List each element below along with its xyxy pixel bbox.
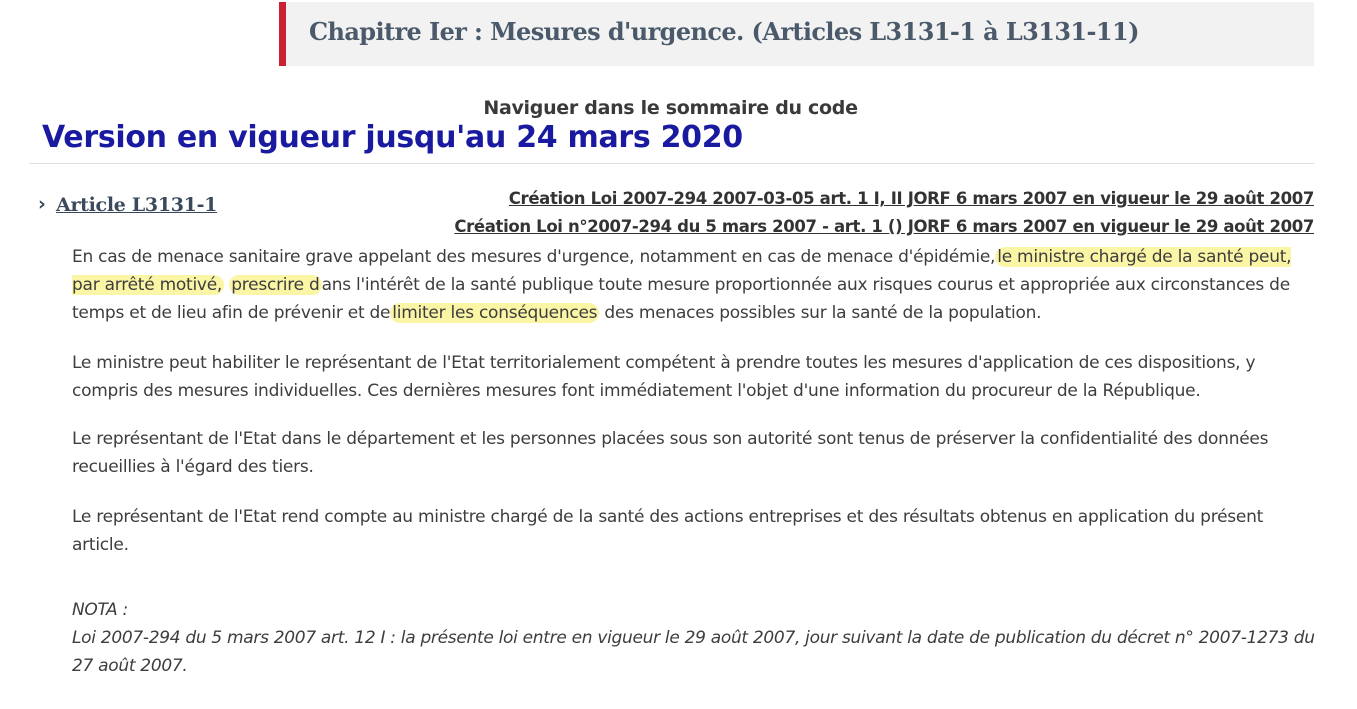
nota-block: [72, 596, 1322, 680]
chevron-right-icon[interactable]: ›: [38, 193, 46, 215]
version-annotation: Version en vigueur jusqu'au 24 mars 2020: [42, 120, 743, 155]
article-paragraph-1: [72, 243, 1322, 327]
section-divider: [29, 163, 1314, 164]
paragraph-text: Le représentant de l'Etat rend compte au ministre chargé de la santé des actions entreprises et des résultats obtenus en application du présent article.: [72, 507, 1264, 555]
article-paragraph-2: [72, 349, 1322, 405]
chapter-title: Chapitre Ier : Mesures d'urgence. (Articles L3131-1 à L3131-11): [309, 17, 1139, 46]
nota-label: NOTA :: [72, 600, 128, 620]
navigate-summary-button[interactable]: Naviguer dans le sommaire du code: [483, 97, 858, 119]
paragraph-text: Le ministre peut habiliter le représentant de l'Etat territorialement compétent à prendre toutes les mesures d'application de ces dispositions, y compris des mesures individuelles. Ces dernières mesures font immédiatement l'objet d'une information du procureur de la République.: [72, 353, 1256, 401]
highlighted-text: limiter les conséquences: [392, 303, 598, 323]
paragraph-text: Le représentant de l'Etat dans le département et les personnes placées sous son autorité sont tenus de préserver la confidentialité des données recueillies à l'égard des tiers.: [72, 429, 1269, 477]
highlighted-text: prescrire d: [231, 275, 320, 295]
highlighted-text: le ministre chargé de la santé peut, par arrêté motivé,: [72, 247, 1292, 295]
creation-link-1[interactable]: Création Loi 2007-294 2007-03-05 art. 1 I, II JORF 6 mars 2007 en vigueur le 29 août 2007: [508, 189, 1314, 208]
article-paragraph-3: [72, 425, 1322, 481]
paragraph-text: ans l'intérêt de la santé publique toute mesure proportionnée aux risques courus et appropriée aux circonstances de temps et de lieu afin de prévenir et de: [72, 275, 1290, 323]
chapter-banner: [279, 2, 1314, 66]
article-title-link[interactable]: Article L3131-1: [56, 194, 218, 216]
creation-link-2[interactable]: Création Loi n°2007-294 du 5 mars 2007 - art. 1 () JORF 6 mars 2007 en vigueur le 29 août 2007: [454, 217, 1314, 236]
nota-text: Loi 2007-294 du 5 mars 2007 art. 12 I : la présente loi entre en vigueur le 29 août 2007, jour suivant la date de publication du décret n° 2007-1273 du 27 août 2007.: [72, 628, 1315, 676]
paragraph-text: En cas de menace sanitaire grave appelant des mesures d'urgence, notamment en cas de menace d'épidémie,: [72, 247, 996, 267]
paragraph-text: des menaces possibles sur la santé de la population.: [604, 303, 1042, 323]
article-paragraph-4: [72, 503, 1322, 559]
